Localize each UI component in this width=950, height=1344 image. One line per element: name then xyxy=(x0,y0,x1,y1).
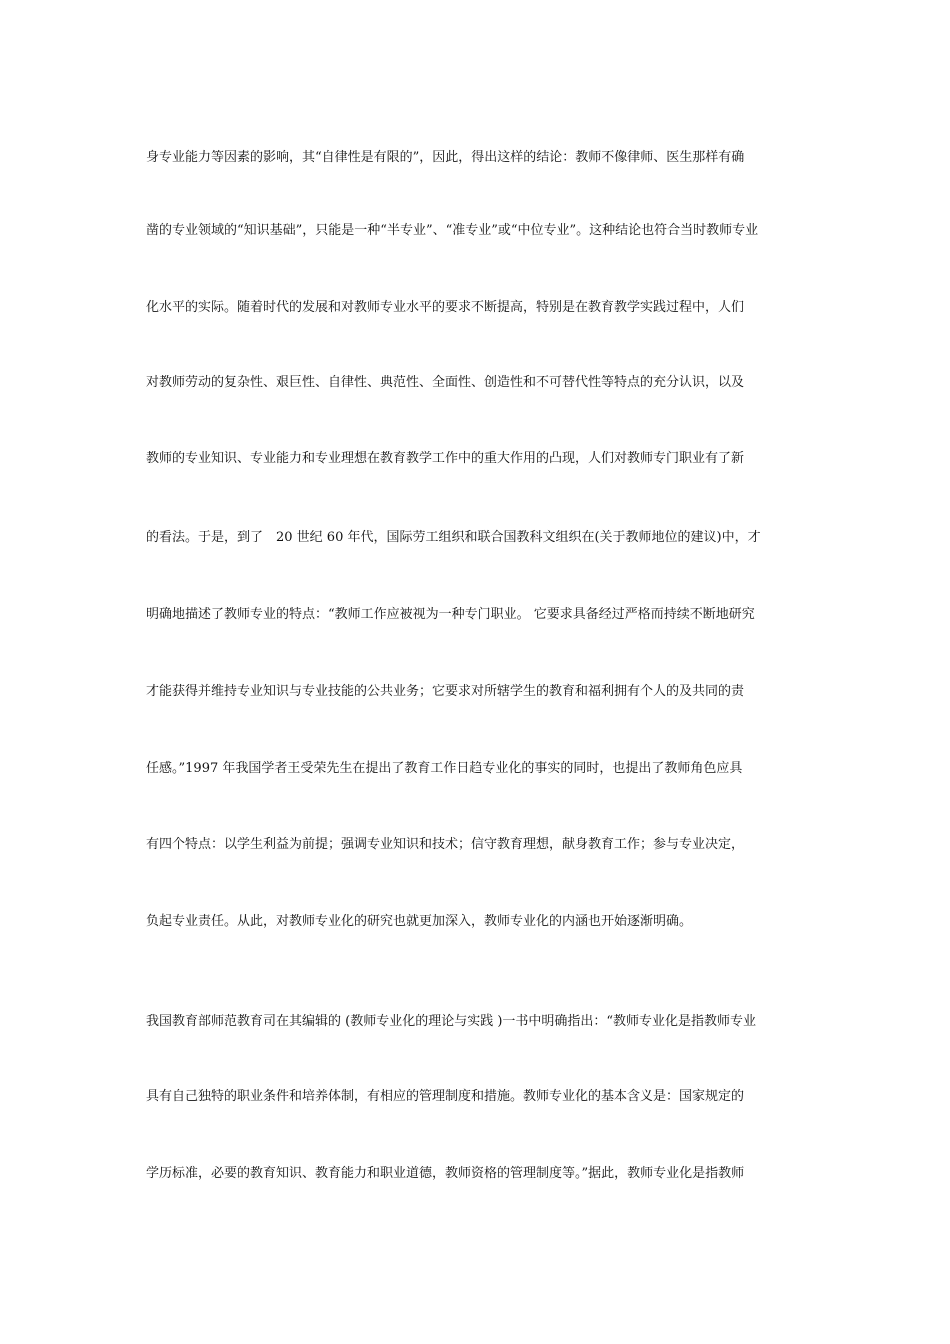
text-line: 的看法。于是，到了 20 世纪 60 年代，国际劳工组织和联合国教科文组织在(关于教师地位的建议)中，才 xyxy=(146,530,761,545)
text-line: 我国教育部师范教育司在其编辑的 (教师专业化的理论与实践 )一书中明确指出：“教师专业化是指教师专业 xyxy=(146,1014,757,1029)
text-line: 凿的专业领域的“知识基础”，只能是一种“半专业”、“准专业”或“中位专业”。这种结论也符合当时教师专业 xyxy=(146,223,759,238)
text-line: 才能获得并维持专业知识与专业技能的公共业务；它要求对所辖学生的教育和福利拥有个人的及共同的责 xyxy=(146,684,745,699)
text-line: 对教师劳动的复杂性、艰巨性、自律性、典范性、全面性、创造性和不可替代性等特点的充分认识，以及 xyxy=(146,375,745,390)
text-line: 化水平的实际。随着时代的发展和对教师专业水平的要求不断提高，特别是在教育教学实践过程中，人们 xyxy=(146,300,745,315)
text-line: 负起专业责任。从此，对教师专业化的研究也就更加深入，教师专业化的内涵也开始逐渐明确。 xyxy=(146,914,693,929)
text-line: 具有自己独特的职业条件和培养体制，有相应的管理制度和措施。教师专业化的基本含义是：国家规定的 xyxy=(146,1089,745,1104)
text-line: 学历标准，必要的教育知识、教育能力和职业道德，教师资格的管理制度等。”据此，教师专业化是指教师 xyxy=(146,1166,745,1181)
text-line: 明确地描述了教师专业的特点：“教师工作应被视为一种专门职业。 它要求具备经过严格而持续不断地研究 xyxy=(146,607,755,622)
text-line: 有四个特点：以学生利益为前提；强调专业知识和技术；信守教育理想，献身教育工作；参与专业决定， xyxy=(146,837,745,852)
text-line: 教师的专业知识、专业能力和专业理想在教育教学工作中的重大作用的凸现，人们对教师专门职业有了新 xyxy=(146,451,745,466)
text-line: 身专业能力等因素的影响，其“自律性是有限的”，因此，得出这样的结论：教师不像律师、医生那样有确 xyxy=(146,150,745,165)
text-line: 任感。”1997 年我国学者王受荣先生在提出了教育工作日趋专业化的事实的同时，也提出了教师角色应具 xyxy=(146,761,743,776)
